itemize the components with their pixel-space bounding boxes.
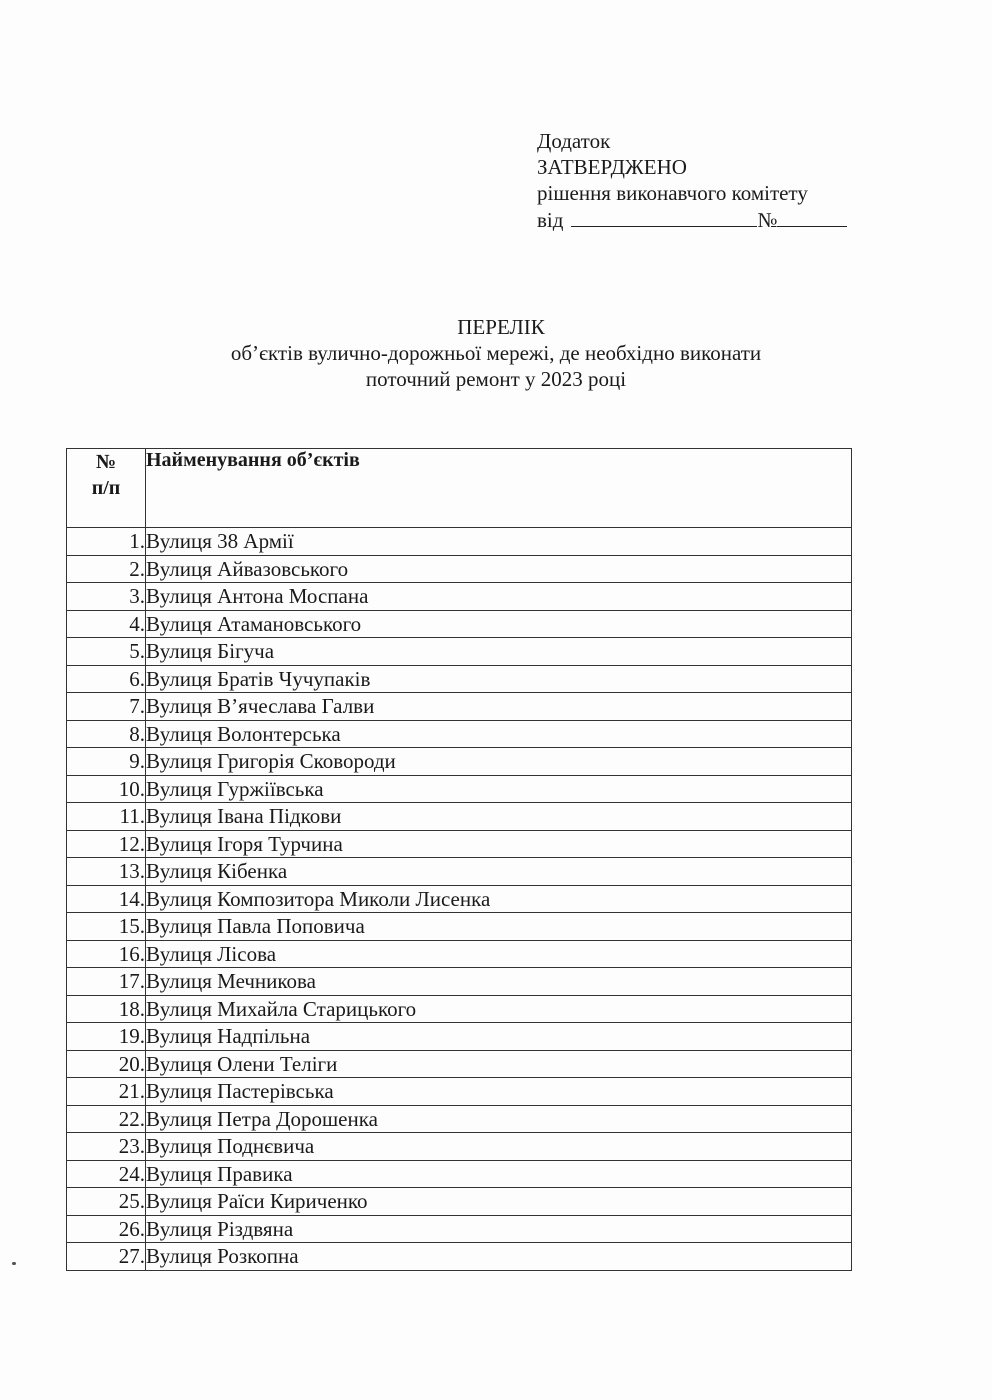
table-row [67, 748, 852, 776]
row-street-name: Вулиця Айвазовського [146, 555, 852, 583]
row-number: 20. [67, 1050, 146, 1078]
row-number: 3. [67, 583, 146, 611]
header-number-pp: п/п [91, 477, 121, 499]
table-row [67, 693, 852, 721]
date-blank [571, 206, 757, 227]
row-street-name: Вулиця Павла Поповича [146, 913, 852, 941]
decision-label: рішення виконавчого комітету [537, 181, 808, 205]
table-row [67, 1105, 852, 1133]
row-street-name: Вулиця Антона Моспана [146, 583, 852, 611]
scan-speck [12, 1262, 16, 1265]
row-street-name: Вулиця Олени Теліги [146, 1050, 852, 1078]
approved-label: ЗАТВЕРДЖЕНО [537, 155, 687, 179]
row-street-name: Вулиця Ігоря Турчина [146, 830, 852, 858]
row-number: 18. [67, 995, 146, 1023]
row-street-name: Вулиця В’ячеслава Галви [146, 693, 852, 721]
row-street-name: Вулиця Братів Чучупаків [146, 665, 852, 693]
table-row [67, 830, 852, 858]
row-number: 4. [67, 610, 146, 638]
row-street-name: Вулиця Композитора Миколи Лисенка [146, 885, 852, 913]
row-number: 9. [67, 748, 146, 776]
table-row [67, 968, 852, 996]
row-street-name: Вулиця Поднєвича [146, 1133, 852, 1161]
table-row [67, 555, 852, 583]
row-number: 6. [67, 665, 146, 693]
number-blank [777, 206, 847, 227]
table-row [67, 1160, 852, 1188]
title-line-1: об’єктів вулично-дорожньої мережі, де необхідно виконати [230, 341, 762, 365]
row-number: 1. [67, 528, 146, 556]
row-number: 16. [67, 940, 146, 968]
table-row [67, 638, 852, 666]
row-number: 12. [67, 830, 146, 858]
row-number: 25. [67, 1188, 146, 1216]
table-row [67, 1188, 852, 1216]
table-row [67, 913, 852, 941]
table-body [67, 528, 852, 1271]
row-street-name: Вулиця Бігуча [146, 638, 852, 666]
row-street-name: Вулиця Розкопна [146, 1243, 852, 1271]
table-row [67, 775, 852, 803]
row-number: 22. [67, 1105, 146, 1133]
row-number: 5. [67, 638, 146, 666]
table-row [67, 528, 852, 556]
row-number: 19. [67, 1023, 146, 1051]
table-row [67, 1050, 852, 1078]
header-number [67, 449, 146, 528]
row-street-name: Вулиця Різдвяна [146, 1215, 852, 1243]
number-label: № [757, 208, 778, 232]
row-street-name: Вулиця Петра Дорошенка [146, 1105, 852, 1133]
title-heading: ПЕРЕЛІК [457, 315, 545, 339]
header-number-sign: № [95, 451, 117, 473]
objects-table [66, 448, 852, 1271]
row-street-name: Вулиця Мечникова [146, 968, 852, 996]
row-street-name: Вулиця Правика [146, 1160, 852, 1188]
row-street-name: Вулиця Надпільна [146, 1023, 852, 1051]
row-number: 24. [67, 1160, 146, 1188]
table-row [67, 1215, 852, 1243]
table-row [67, 583, 852, 611]
row-street-name: Вулиця Гуржіївська [146, 775, 852, 803]
table-row [67, 1023, 852, 1051]
table-row [67, 665, 852, 693]
row-number: 21. [67, 1078, 146, 1106]
row-number: 8. [67, 720, 146, 748]
table-row [67, 1133, 852, 1161]
row-number: 27. [67, 1243, 146, 1271]
row-number: 14. [67, 885, 146, 913]
title-line-2: поточний ремонт у 2023 році [365, 367, 627, 391]
row-number: 7. [67, 693, 146, 721]
appendix-label: Додаток [537, 129, 611, 153]
table-row [67, 803, 852, 831]
row-street-name: Вулиця Кібенка [146, 858, 852, 886]
document-title [0, 314, 992, 392]
row-number: 2. [67, 555, 146, 583]
header-name: Найменування об’єктів [146, 449, 852, 528]
table-header-row [67, 449, 852, 528]
row-street-name: Вулиця 38 Армії [146, 528, 852, 556]
approval-block [537, 128, 867, 233]
row-number: 26. [67, 1215, 146, 1243]
table-row [67, 995, 852, 1023]
row-street-name: Вулиця Григорія Сковороди [146, 748, 852, 776]
row-street-name: Вулиця Волонтерська [146, 720, 852, 748]
table-row [67, 885, 852, 913]
row-number: 13. [67, 858, 146, 886]
table-row [67, 720, 852, 748]
row-street-name: Вулиця Раїси Кириченко [146, 1188, 852, 1216]
table-row [67, 858, 852, 886]
table-row [67, 1078, 852, 1106]
row-number: 17. [67, 968, 146, 996]
row-street-name: Вулиця Атамановського [146, 610, 852, 638]
row-number: 15. [67, 913, 146, 941]
from-label: від [537, 208, 564, 232]
table-row [67, 940, 852, 968]
row-street-name: Вулиця Івана Підкови [146, 803, 852, 831]
row-number: 11. [67, 803, 146, 831]
date-number-line [537, 206, 867, 233]
table-row [67, 610, 852, 638]
row-street-name: Вулиця Михайла Старицького [146, 995, 852, 1023]
row-street-name: Вулиця Пастерівська [146, 1078, 852, 1106]
row-street-name: Вулиця Лісова [146, 940, 852, 968]
row-number: 23. [67, 1133, 146, 1161]
row-number: 10. [67, 775, 146, 803]
table-row [67, 1243, 852, 1271]
